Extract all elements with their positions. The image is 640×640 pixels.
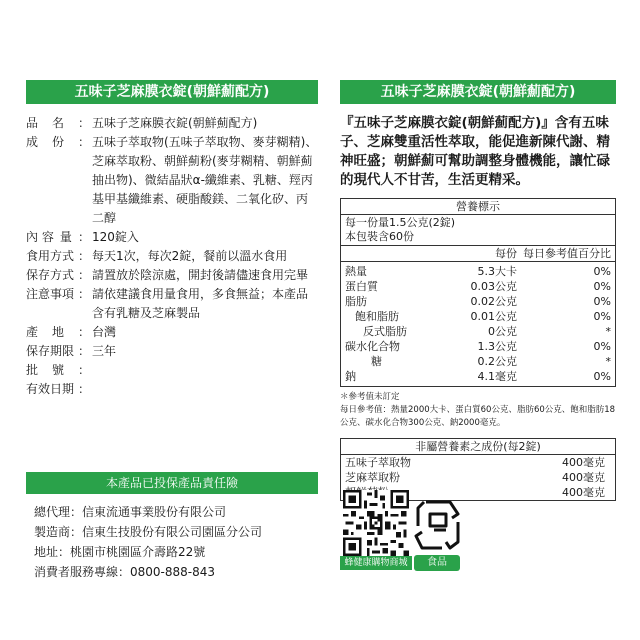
nutrient-name: 碳水化合物	[345, 340, 400, 353]
spec-row	[26, 133, 318, 228]
hotline-line: 消費者服務專線：0800-888-843	[34, 565, 216, 579]
spec-row	[26, 361, 318, 380]
nutrient-name: 飽和脂肪	[355, 310, 399, 323]
address-line: 地址：桃園市桃園區介壽路22號	[34, 545, 206, 559]
nutrient-daily-value: 0%	[593, 310, 611, 323]
spec-value: 每天1次，每次2錠，餐前以溫水食用	[92, 249, 288, 263]
nutrient-daily-value: *	[605, 355, 611, 368]
spec-value	[88, 361, 318, 380]
manufacturer-line: 製造商：信東生技股份有限公司園區分公司	[34, 525, 263, 539]
spec-label: 有效日期 ：	[26, 382, 90, 396]
qr-code-icon	[343, 490, 409, 556]
ingredient-amount: 400毫克	[562, 456, 605, 469]
spec-label: 批 號 ：	[26, 363, 91, 377]
spec-label: 食用方式 ：	[26, 249, 90, 263]
spec-value	[88, 380, 318, 399]
nutrition-rows	[341, 262, 615, 386]
right-panel	[340, 80, 616, 501]
company-info	[34, 502, 318, 582]
recycle-icon	[412, 496, 464, 552]
nutrient-name: 脂肪	[345, 295, 367, 308]
nutrition-row	[341, 369, 615, 384]
spec-label: 品 名 ：	[26, 116, 91, 130]
spec-value: 請置放於陰涼處，開封後請儘速食用完畢	[92, 268, 309, 282]
ingredient-name: 五味子萃取物	[345, 456, 411, 469]
spec-label: 保存期限 ：	[26, 344, 90, 358]
left-panel	[26, 80, 318, 399]
spec-row	[26, 114, 318, 133]
nutrient-per-serving: 0公克	[488, 325, 517, 338]
spec-row	[26, 285, 318, 323]
right-title: 五味子芝麻膜衣錠(朝鮮薊配方)	[340, 80, 616, 104]
spec-value: 三年	[92, 344, 117, 358]
spec-label: 內 容 量 ：	[26, 230, 91, 244]
spec-value: 120錠入	[92, 230, 139, 244]
spec-row	[26, 323, 318, 342]
nutrition-header	[341, 246, 615, 262]
nutrient-per-serving: 0.2公克	[477, 355, 517, 368]
spec-label: 保存方式 ：	[26, 268, 90, 282]
nutrition-row	[341, 324, 615, 339]
spec-value: 五味子萃取物(五味子萃取物、麥芽糊精)、芝麻萃取粉、朝鮮薊粉(麥芽糊精、朝鮮薊抽出物)、微結晶狀α-纖維素、乳糖、羥丙基甲基纖維素、硬脂酸鎂、二氧化矽、丙二醇	[92, 135, 318, 225]
nutrient-daily-value: 0%	[593, 340, 611, 353]
nutrition-notes	[340, 391, 616, 430]
note-daily-reference: 每日參考值：熱量2000大卡、蛋白質60公克、脂肪60公克、飽和脂肪18公克、碳水化合物300公克、鈉2000毫克。	[340, 405, 616, 428]
spec-row	[26, 228, 318, 247]
nutrition-row	[341, 354, 615, 369]
food-badge: 食品	[414, 555, 460, 571]
nutrient-daily-value: 0%	[593, 265, 611, 278]
servings-per-pack: 本包裝含60份	[345, 230, 414, 243]
non-nutrient-title: 非屬營養素之成份(每2錠)	[341, 439, 615, 455]
left-title: 五味子芝麻膜衣錠(朝鮮薊配方)	[26, 80, 318, 104]
nutrition-row	[341, 294, 615, 309]
distributor-line: 總代理：信東流通事業股份有限公司	[34, 505, 227, 519]
spec-label: 成 份 ：	[26, 135, 91, 149]
nutrient-per-serving: 0.03公克	[470, 280, 517, 293]
nutrient-daily-value: 0%	[593, 295, 611, 308]
nutrition-row	[341, 339, 615, 354]
nutrient-per-serving: 1.3公克	[477, 340, 517, 353]
nutrient-per-serving: 5.3大卡	[477, 265, 517, 278]
nutrition-row	[341, 309, 615, 324]
spec-row	[26, 380, 318, 399]
product-description: 『五味子芝麻膜衣錠(朝鮮薊配方)』含有五味子、芝麻雙重活性萃取，能促進新陳代謝、精神旺盛；朝鮮薊可幫助調整身體機能，讓忙碌的現代人不甘苦，生活更精采。	[340, 115, 610, 188]
nutrient-per-serving: 4.1毫克	[477, 370, 517, 383]
liability-banner	[26, 472, 318, 494]
ingredient-amount: 400毫克	[562, 486, 605, 499]
col-daily-value: 每日參考值百分比	[523, 247, 611, 260]
note-undefined: ＊參考值未訂定	[340, 392, 400, 402]
nutrition-row	[341, 279, 615, 294]
nutrient-name: 蛋白質	[345, 280, 378, 293]
spec-label: 產 地 ：	[26, 325, 91, 339]
serving-info	[341, 215, 615, 246]
serving-size: 每一份量1.5公克(2錠)	[345, 216, 456, 229]
ingredient-name: 芝麻萃取粉	[345, 471, 400, 484]
nutrient-daily-value: 0%	[593, 370, 611, 383]
nutrient-name: 糖	[371, 355, 382, 368]
spec-row	[26, 266, 318, 285]
nutrient-name: 熱量	[345, 265, 367, 278]
spec-row	[26, 247, 318, 266]
col-per-serving: 每份	[495, 247, 517, 260]
nutrition-table	[340, 198, 616, 387]
non-nutrient-row	[341, 470, 615, 485]
nutrient-daily-value: *	[605, 325, 611, 338]
spec-label: 注意事項 ：	[26, 287, 90, 301]
nutrient-daily-value: 0%	[593, 280, 611, 293]
nutrient-name: 反式脂肪	[363, 325, 407, 338]
nutrient-per-serving: 0.02公克	[470, 295, 517, 308]
spec-value: 台灣	[92, 325, 117, 339]
nutrient-per-serving: 0.01公克	[470, 310, 517, 323]
spec-value: 請依建議食用量食用，多食無益；本產品含有乳糖及芝麻製品	[92, 287, 309, 320]
spec-value: 五味子芝麻膜衣錠(朝鮮薊配方)	[92, 116, 258, 130]
liability-text: 本產品已投保產品責任險	[26, 472, 318, 494]
spec-row	[26, 342, 318, 361]
non-nutrient-row	[341, 455, 615, 470]
nutrient-name: 鈉	[345, 370, 356, 383]
nutrition-title: 營養標示	[341, 199, 615, 215]
shop-label: 蜂健康購物商城	[340, 556, 412, 570]
ingredient-amount: 400毫克	[562, 471, 605, 484]
nutrition-row	[341, 264, 615, 279]
spec-table	[26, 114, 318, 399]
